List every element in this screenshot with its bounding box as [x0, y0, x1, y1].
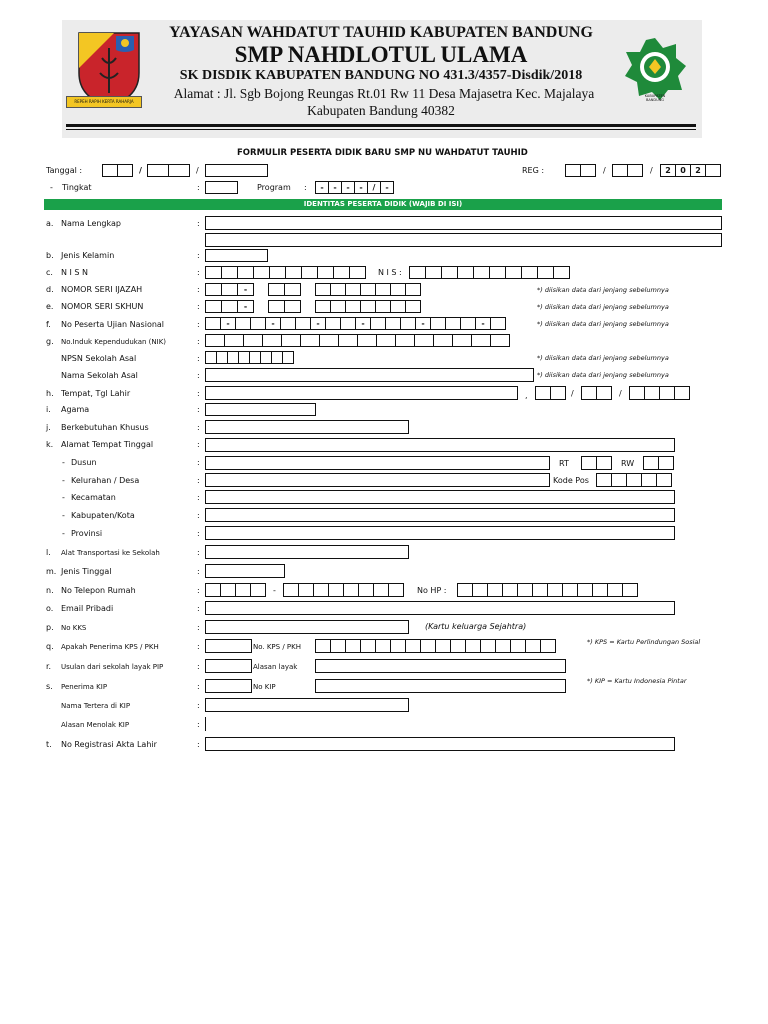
reg-cells-2[interactable]	[612, 164, 642, 177]
nisn-cells[interactable]	[205, 266, 365, 279]
note-prev: *) diisikan data dari jenjang sebelumnya	[537, 303, 669, 311]
tingkat-bullet: -	[50, 183, 53, 192]
nama-lengkap-input-2[interactable]	[205, 233, 722, 247]
alasan-menolak-input[interactable]	[205, 717, 206, 731]
pip-label: Usulan dari sekolah layak PIP	[61, 663, 164, 671]
pip-answer-input[interactable]	[205, 659, 252, 673]
berkebutuhan-input[interactable]	[205, 420, 409, 434]
note-prev: *) diisikan data dari jenjang sebelumnya	[537, 354, 669, 362]
logo-ribbon: REPEH RAPIH KERTA RAHARJA	[66, 96, 142, 108]
kip-answer-input[interactable]	[205, 679, 252, 693]
note-kps: *) KPS = Kartu Perlindungan Sosial	[587, 638, 701, 646]
skhun-cells-2[interactable]	[268, 300, 300, 313]
alasan-menolak-label: Alasan Menolak KIP	[61, 721, 130, 729]
kelurahan-input[interactable]	[205, 473, 550, 487]
colon: :	[197, 371, 200, 380]
colon: :	[197, 740, 200, 749]
kip-label: Penerima KIP	[61, 683, 108, 691]
email-label: Email Pribadi	[61, 604, 114, 613]
akta-input[interactable]	[205, 737, 675, 751]
alamat-input[interactable]	[205, 438, 675, 452]
email-input[interactable]	[205, 601, 675, 615]
colon: :	[197, 219, 200, 228]
slash: /	[650, 166, 653, 175]
kelurahan-label: Kelurahan / Desa	[71, 476, 140, 485]
field-key: g.	[46, 337, 54, 346]
note-kip: *) KIP = Kartu Indonesia Pintar	[587, 677, 687, 685]
field-key: h.	[46, 389, 54, 398]
colon: :	[197, 720, 200, 729]
nama-lengkap-label: Nama Lengkap	[61, 219, 121, 228]
field-key: o.	[46, 604, 54, 613]
sub-bullet: -	[62, 529, 65, 538]
un-cells[interactable]: - - - - - -	[205, 317, 505, 330]
kecamatan-input[interactable]	[205, 490, 675, 504]
jenis-tinggal-label: Jenis Tinggal	[61, 567, 112, 576]
colon: :	[197, 682, 200, 691]
nohp-cells[interactable]	[457, 583, 637, 597]
ttl-label: Tempat, Tgl Lahir	[61, 389, 131, 398]
colon: :	[197, 662, 200, 671]
colon: :	[197, 285, 200, 294]
program-label: Program	[257, 183, 291, 192]
alasan-layak-input[interactable]	[315, 659, 566, 673]
colon: :	[197, 642, 200, 651]
form-title: FORMULIR PESERTA DIDIK BARU SMP NU WAHDATUT TAUHID	[237, 148, 528, 158]
npsn-label: NPSN Sekolah Asal	[61, 354, 137, 363]
note-prev: *) diisikan data dari jenjang sebelumnya	[537, 371, 669, 379]
transportasi-input[interactable]	[205, 545, 409, 559]
ijazah-cells-3[interactable]	[315, 283, 420, 296]
address-line-1: Alamat : Jl. Sgb Bojong Reungas Rt.01 Rw 11 Desa Majasetra Kec. Majalaya	[173, 86, 595, 101]
ijazah-cells-1[interactable]: -	[205, 283, 253, 296]
colon: :	[197, 337, 200, 346]
colon: :	[197, 354, 200, 363]
field-key: q.	[46, 642, 54, 651]
colon: :	[197, 251, 200, 260]
colon: :	[197, 458, 200, 467]
kks-input[interactable]	[205, 620, 409, 634]
telepon-label: No Telepon Rumah	[61, 586, 136, 595]
jenis-kelamin-label: Jenis Kelamin	[61, 251, 115, 260]
nokip-input[interactable]	[315, 679, 566, 693]
slash: /	[571, 389, 574, 398]
school-name: SMP NAHDLOTUL ULAMA	[234, 42, 528, 67]
tanggal-label: Tanggal :	[46, 166, 83, 175]
field-key: n.	[46, 586, 54, 595]
transportasi-label: Alat Transportasi ke Sekolah	[61, 549, 160, 557]
colon: :	[197, 604, 200, 613]
letterhead	[62, 20, 702, 138]
field-key: b.	[46, 251, 54, 260]
field-key: e.	[46, 302, 54, 311]
dusun-label: Dusun	[71, 458, 97, 467]
field-key: f.	[46, 320, 51, 329]
note-prev: *) diisikan data dari jenjang sebelumnya	[537, 320, 669, 328]
tanggal-month[interactable]	[147, 164, 189, 177]
field-key: d.	[46, 285, 54, 294]
divider-thin	[66, 129, 696, 130]
slash: /	[603, 166, 606, 175]
colon: :	[304, 183, 307, 192]
colon: :	[197, 302, 200, 311]
colon: :	[197, 268, 200, 277]
kps-label: Apakah Penerima KPS / PKH	[61, 643, 159, 651]
tgl-month[interactable]	[581, 386, 611, 400]
provinsi-input[interactable]	[205, 526, 675, 540]
nik-cells[interactable]	[205, 334, 509, 347]
field-key: i.	[46, 405, 51, 414]
colon: :	[197, 511, 200, 520]
decree-number: SK DISDIK KABUPATEN BANDUNG NO 431.3/4357-Disdik/2018	[179, 68, 583, 83]
tanggal-year[interactable]	[205, 164, 268, 177]
field-key: p.	[46, 623, 54, 632]
rw-cells[interactable]	[643, 456, 673, 470]
nis-cells[interactable]	[409, 266, 569, 279]
nama-lengkap-input[interactable]	[205, 216, 722, 230]
rt-cells[interactable]	[581, 456, 611, 470]
ijazah-label: NOMOR SERI IJAZAH	[61, 285, 143, 294]
reg-label: REG :	[522, 166, 545, 175]
colon: :	[197, 389, 200, 398]
kecamatan-label: Kecamatan	[71, 493, 116, 502]
field-key: s.	[46, 682, 53, 691]
provinsi-label: Provinsi	[71, 529, 103, 538]
colon: :	[197, 405, 200, 414]
field-key: j.	[46, 423, 51, 432]
sub-bullet: -	[62, 458, 65, 467]
colon: :	[197, 476, 200, 485]
colon: :	[197, 440, 200, 449]
reg-cells-1[interactable]	[565, 164, 595, 177]
colon: :	[197, 493, 200, 502]
tanggal-day[interactable]	[102, 164, 132, 177]
nama-sekolah-label: Nama Sekolah Asal	[61, 371, 138, 380]
kemenag-logo	[622, 36, 688, 102]
foundation-name: YAYASAN WAHDATUT TAUHID KABUPATEN BANDUNG	[169, 24, 593, 41]
kodepos-label: Kode Pos	[553, 476, 589, 485]
agama-input[interactable]	[205, 403, 316, 416]
tgl-year[interactable]	[629, 386, 689, 400]
rt-label: RT	[559, 459, 569, 468]
telepon-area-cells[interactable]	[205, 583, 265, 597]
slash: /	[196, 166, 199, 175]
field-key: c.	[46, 268, 53, 277]
rw-label: RW	[621, 459, 635, 468]
berkebutuhan-label: Berkebutuhan Khusus	[61, 423, 149, 432]
slash: /	[139, 166, 142, 175]
nohp-label: No HP :	[417, 586, 447, 595]
nisn-label: N I S N	[61, 268, 89, 277]
section-header: IDENTITAS PESERTA DIDIK (WAJIB DI ISI)	[44, 199, 722, 210]
colon: :	[197, 701, 200, 710]
colon: :	[197, 320, 200, 329]
telepon-cells[interactable]	[283, 583, 403, 597]
jenis-kelamin-input[interactable]	[205, 249, 268, 262]
colon: :	[197, 567, 200, 576]
un-label: No Peserta Ujian Nasional	[61, 320, 165, 329]
nama-sekolah-input[interactable]	[205, 368, 534, 382]
akta-label: No Registrasi Akta Lahir	[61, 740, 157, 749]
alamat-label: Alamat Tempat Tinggal	[61, 440, 154, 449]
field-key: a.	[46, 219, 54, 228]
reg-year[interactable]: 2 0 2	[660, 164, 720, 177]
ijazah-cells-2[interactable]	[268, 283, 300, 296]
sub-bullet: -	[62, 476, 65, 485]
sub-bullet: -	[62, 511, 65, 520]
colon: :	[197, 548, 200, 557]
kks-label: No KKS	[61, 624, 87, 632]
kabupaten-input[interactable]	[205, 508, 675, 522]
nik-label: No.Induk Kependudukan (NIK)	[61, 338, 167, 346]
field-key: r.	[46, 662, 52, 671]
comma: ,	[525, 391, 528, 400]
colon: :	[197, 623, 200, 632]
colon: :	[197, 423, 200, 432]
nokps-label: No. KPS / PKH	[253, 643, 301, 651]
agama-label: Agama	[61, 405, 90, 414]
field-key: m.	[46, 567, 57, 576]
program-cells[interactable]: - - - - / -	[315, 181, 393, 194]
nama-kip-input[interactable]	[205, 698, 409, 712]
tingkat-field[interactable]	[205, 181, 238, 194]
colon: :	[197, 586, 200, 595]
skhun-label: NOMOR SERI SKHUN	[61, 302, 144, 311]
kabupaten-label: Kabupaten/Kota	[71, 511, 135, 520]
nokip-label: No KIP	[253, 683, 276, 691]
skhun-cells-3[interactable]	[315, 300, 420, 313]
tempat-lahir-input[interactable]	[205, 386, 518, 400]
jenis-tinggal-input[interactable]	[205, 564, 285, 578]
dash: -	[273, 586, 276, 595]
logo-caption: KABUPATEN BANDUNG	[644, 94, 666, 102]
kps-answer-input[interactable]	[205, 639, 252, 653]
field-key: l.	[46, 548, 51, 557]
sub-bullet: -	[62, 493, 65, 502]
divider-thick	[66, 124, 696, 127]
colon: :	[197, 183, 200, 192]
npsn-cells[interactable]	[205, 351, 293, 364]
alasan-layak-label: Alasan layak	[253, 663, 298, 671]
slash: /	[619, 389, 622, 398]
note-prev: *) diisikan data dari jenjang sebelumnya	[537, 286, 669, 294]
field-key: k.	[46, 440, 54, 449]
skhun-cells-1[interactable]: -	[205, 300, 253, 313]
nis-label: N I S :	[378, 268, 402, 277]
kks-note: (Kartu keluarga Sejahtra)	[425, 622, 527, 631]
colon: :	[197, 529, 200, 538]
field-key: t.	[46, 740, 52, 749]
tingkat-label: Tingkat	[62, 183, 92, 192]
nokps-cells[interactable]	[315, 639, 555, 653]
nama-kip-label: Nama Tertera di KIP	[61, 702, 131, 710]
address-line-2: Kabupaten Bandung 40382	[307, 103, 455, 118]
kodepos-cells[interactable]	[596, 473, 671, 487]
dusun-input[interactable]	[205, 456, 550, 470]
tgl-day[interactable]	[535, 386, 565, 400]
